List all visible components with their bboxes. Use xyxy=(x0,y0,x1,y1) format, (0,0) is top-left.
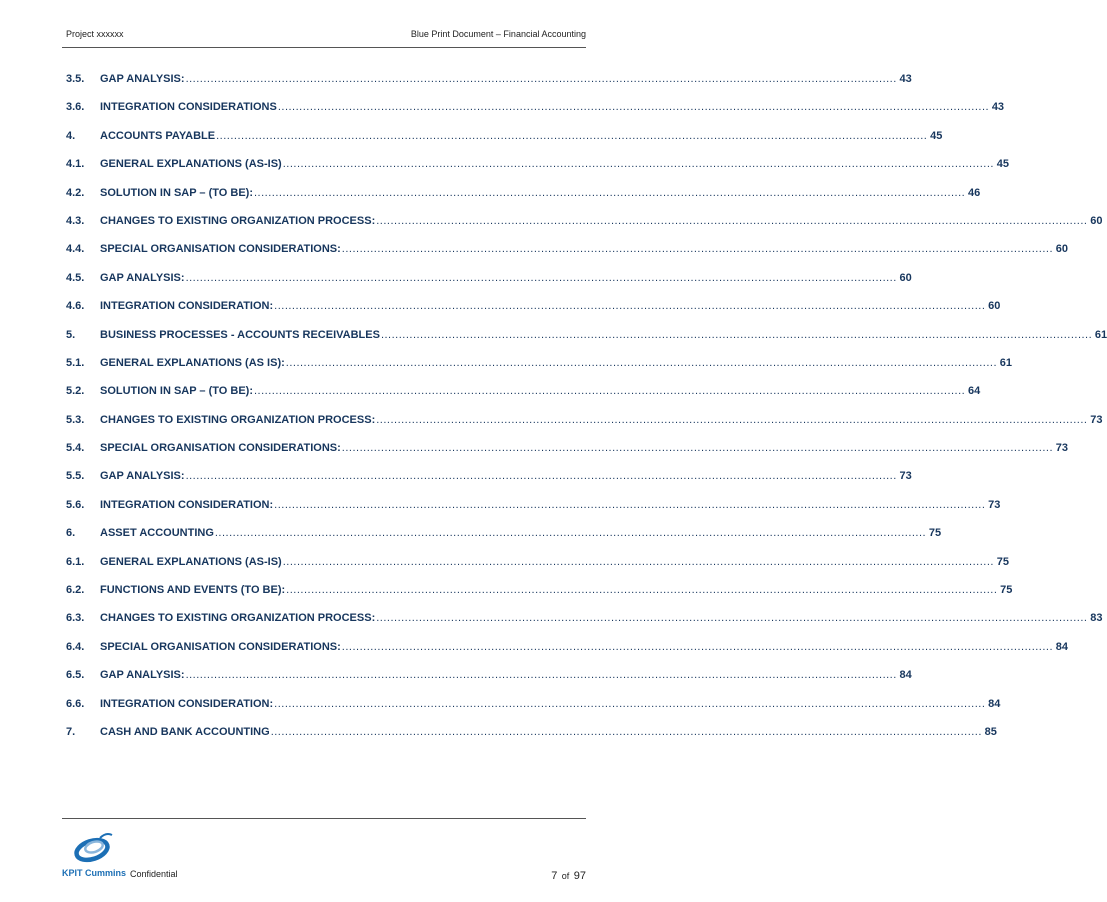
toc-entry-title: SPECIAL ORGANISATION CONSIDERATIONS: xyxy=(100,442,341,455)
toc-entry-page: 46 xyxy=(967,186,981,199)
toc-entry-page: 61 xyxy=(999,356,1013,369)
toc-dot-leader: ........................................................................................................................................................................................................ xyxy=(254,186,966,199)
toc-entry[interactable] xyxy=(66,384,981,412)
toc-entry[interactable] xyxy=(66,100,1005,128)
toc-dot-leader: ........................................................................................................................................................................................................ xyxy=(277,101,990,114)
toc-dot-leader: ........................................................................................................................................................................................................ xyxy=(282,555,994,568)
toc-entry-page: 75 xyxy=(928,527,942,540)
toc-entry[interactable] xyxy=(66,413,1103,441)
toc-dot-leader: ........................................................................................................................................................................................................ xyxy=(185,73,897,85)
toc-entry-number: 4.6. xyxy=(66,300,85,313)
toc-dot-leader: ........................................................................................................................................................................................................ xyxy=(185,470,897,483)
toc-dot-leader: ........................................................................................................................................................................................................ xyxy=(254,385,966,398)
toc-dot-leader: ........................................................................................................................................................................................................ xyxy=(270,725,982,738)
toc-entry-page: 75 xyxy=(1000,584,1013,597)
toc-entry-number: 6. xyxy=(66,527,76,540)
toc-entry-title: GENERAL EXPLANATIONS (AS-IS) xyxy=(100,555,282,568)
toc-entry-page: 75 xyxy=(996,555,1009,568)
kpit-cummins-logo xyxy=(62,830,132,880)
toc-entry[interactable] xyxy=(66,72,912,100)
toc-entry-number: 5.3. xyxy=(66,413,85,426)
toc-entry-page: 45 xyxy=(930,129,943,142)
toc-entry-number: 3.5. xyxy=(66,73,85,85)
toc-dot-leader: ........................................................................................................................................................................................................ xyxy=(274,498,986,511)
toc-entry-page: 61 xyxy=(1094,328,1107,341)
toc-dot-leader: ........................................................................................................................................................................................................ xyxy=(185,669,897,682)
toc-dot-leader: ........................................................................................................................................................................................................ xyxy=(286,584,998,597)
toc-entry[interactable] xyxy=(66,498,1001,526)
toc-entry-number: 4.1. xyxy=(66,158,85,171)
toc-entry-number: 6.4. xyxy=(66,640,85,653)
toc-entry-page: 73 xyxy=(1055,442,1069,455)
toc-dot-leader: ........................................................................................................................................................................................................ xyxy=(185,271,897,284)
toc-entry-title: SOLUTION IN SAP – (TO BE): xyxy=(100,385,253,398)
toc-entry-number: 5.1. xyxy=(66,356,85,369)
toc-entry[interactable] xyxy=(66,555,1009,583)
page-number-of: of xyxy=(561,871,570,881)
page-number-total: 97 xyxy=(573,870,586,882)
toc-entry-number: 4.3. xyxy=(66,214,85,227)
toc-entry-page: 85 xyxy=(984,725,997,738)
header-project-name: Project xxxxxx xyxy=(66,29,124,39)
toc-entry-page: 60 xyxy=(899,271,912,284)
toc-entry-title: ASSET ACCOUNTING xyxy=(100,527,214,540)
toc-entry-title: INTEGRATION CONSIDERATION: xyxy=(100,498,274,511)
header-divider xyxy=(62,47,586,48)
toc-entry-title: GAP ANALYSIS: xyxy=(100,470,185,483)
toc-dot-leader: ........................................................................................................................................................................................................ xyxy=(341,442,1054,455)
toc-entry-title: ACCOUNTS PAYABLE xyxy=(100,129,216,142)
toc-dot-leader: ........................................................................................................................................................................................................ xyxy=(341,243,1054,256)
toc-entry-number: 5.2. xyxy=(66,385,85,398)
toc-entry-title: INTEGRATION CONSIDERATIONS xyxy=(100,101,277,114)
toc-entry-number: 4. xyxy=(66,129,76,142)
toc-entry-title: GAP ANALYSIS: xyxy=(100,73,185,85)
toc-entry-page: 60 xyxy=(1055,243,1069,256)
toc-entry-title: SPECIAL ORGANISATION CONSIDERATIONS: xyxy=(100,640,341,653)
toc-entry-number: 6.1. xyxy=(66,555,85,568)
kpit-cummins-logo-icon xyxy=(70,830,116,866)
page-number xyxy=(551,866,586,884)
toc-entry[interactable] xyxy=(66,328,1107,356)
toc-entry[interactable] xyxy=(66,299,1001,327)
confidential-label: Confidential xyxy=(130,869,178,879)
toc-entry[interactable] xyxy=(66,640,1069,668)
toc-entry[interactable] xyxy=(66,186,981,214)
toc-entry[interactable] xyxy=(66,356,1013,384)
toc-dot-leader: ........................................................................................................................................................................................................ xyxy=(376,214,1088,227)
toc-dot-leader: ........................................................................................................................................................................................................ xyxy=(341,640,1054,653)
toc-entry[interactable] xyxy=(66,469,912,497)
page-footer xyxy=(62,826,586,886)
toc-entry-page: 84 xyxy=(988,697,1001,710)
toc-entry[interactable] xyxy=(66,441,1069,469)
toc-entry-page: 73 xyxy=(899,470,912,483)
toc-entry-number: 5. xyxy=(66,328,76,341)
toc-dot-leader: ........................................................................................................................................................................................................ xyxy=(282,158,994,171)
toc-entry-number: 3.6. xyxy=(66,101,85,114)
toc-entry-page: 60 xyxy=(1090,214,1103,227)
toc-entry-page: 73 xyxy=(988,498,1001,511)
page-number-current: 7 xyxy=(551,870,558,882)
toc-entry-number: 5.6. xyxy=(66,498,85,511)
toc-entry-number: 4.4. xyxy=(66,243,85,256)
toc-entry-title: SPECIAL ORGANISATION CONSIDERATIONS: xyxy=(100,243,341,256)
toc-entry-title: INTEGRATION CONSIDERATION: xyxy=(100,697,274,710)
toc-dot-leader: ........................................................................................................................................................................................................ xyxy=(274,300,986,313)
toc-dot-leader: ........................................................................................................................................................................................................ xyxy=(376,413,1088,426)
toc-entry-number: 4.5. xyxy=(66,271,85,284)
toc-dot-leader: ........................................................................................................................................................................................................ xyxy=(216,129,928,142)
toc-entry-title: CHANGES TO EXISTING ORGANIZATION PROCESS: xyxy=(100,413,376,426)
toc-entry-page: 43 xyxy=(899,73,912,85)
toc-entry-title: CHANGES TO EXISTING ORGANIZATION PROCESS: xyxy=(100,612,376,625)
toc-entry[interactable] xyxy=(66,214,1103,242)
toc-entry-title: GAP ANALYSIS: xyxy=(100,271,185,284)
toc-dot-leader: ........................................................................................................................................................................................................ xyxy=(285,356,998,369)
toc-entry[interactable] xyxy=(66,697,1001,725)
table-of-contents xyxy=(66,72,1107,753)
logo-wordmark: KPIT Cummins xyxy=(62,868,127,878)
toc-entry-number: 6.5. xyxy=(66,669,85,682)
toc-entry-title: FUNCTIONS AND EVENTS (TO BE): xyxy=(100,584,286,597)
toc-entry[interactable] xyxy=(66,611,1103,639)
toc-entry[interactable] xyxy=(66,526,942,554)
toc-entry[interactable] xyxy=(66,157,1009,185)
toc-entry-title: INTEGRATION CONSIDERATION: xyxy=(100,300,274,313)
toc-entry-number: 7. xyxy=(66,725,76,738)
toc-entry-number: 6.6. xyxy=(66,697,85,710)
toc-entry-number: 6.3. xyxy=(66,612,85,625)
toc-entry-page: 84 xyxy=(899,669,912,682)
toc-entry-title: CASH AND BANK ACCOUNTING xyxy=(100,725,270,738)
toc-entry[interactable] xyxy=(66,583,1013,611)
toc-dot-leader: ........................................................................................................................................................................................................ xyxy=(274,697,986,710)
toc-entry-title: SOLUTION IN SAP – (TO BE): xyxy=(100,186,253,199)
toc-entry-number: 6.2. xyxy=(66,584,85,597)
toc-dot-leader: ........................................................................................................................................................................................................ xyxy=(380,328,1093,341)
toc-entry-page: 43 xyxy=(991,101,1005,114)
toc-entry-number: 5.4. xyxy=(66,442,85,455)
toc-entry[interactable] xyxy=(66,242,1069,270)
toc-entry-title: CHANGES TO EXISTING ORGANIZATION PROCESS: xyxy=(100,214,376,227)
toc-entry-page: 60 xyxy=(988,300,1001,313)
toc-entry-page: 45 xyxy=(996,158,1009,171)
toc-entry[interactable] xyxy=(66,129,943,157)
toc-dot-leader: ........................................................................................................................................................................................................ xyxy=(214,527,927,540)
toc-entry-number: 4.2. xyxy=(66,186,85,199)
toc-entry-page: 73 xyxy=(1090,413,1103,426)
toc-entry[interactable] xyxy=(66,668,912,696)
toc-entry-number: 5.5. xyxy=(66,470,85,483)
footer-divider xyxy=(62,818,586,819)
toc-entry-title: BUSINESS PROCESSES - ACCOUNTS RECEIVABLES xyxy=(100,328,380,341)
header-document-title: Blue Print Document – Financial Accounting xyxy=(410,29,586,39)
toc-dot-leader: ........................................................................................................................................................................................................ xyxy=(376,612,1088,625)
toc-entry[interactable] xyxy=(66,725,997,753)
toc-entry-title: GENERAL EXPLANATIONS (AS IS): xyxy=(100,356,285,369)
toc-entry-page: 64 xyxy=(967,385,981,398)
toc-entry[interactable] xyxy=(66,271,912,299)
toc-entry-title: GAP ANALYSIS: xyxy=(100,669,185,682)
toc-entry-title: GENERAL EXPLANATIONS (AS-IS) xyxy=(100,158,282,171)
toc-entry-page: 84 xyxy=(1055,640,1069,653)
toc-entry-page: 83 xyxy=(1090,612,1103,625)
page-header xyxy=(66,29,586,45)
